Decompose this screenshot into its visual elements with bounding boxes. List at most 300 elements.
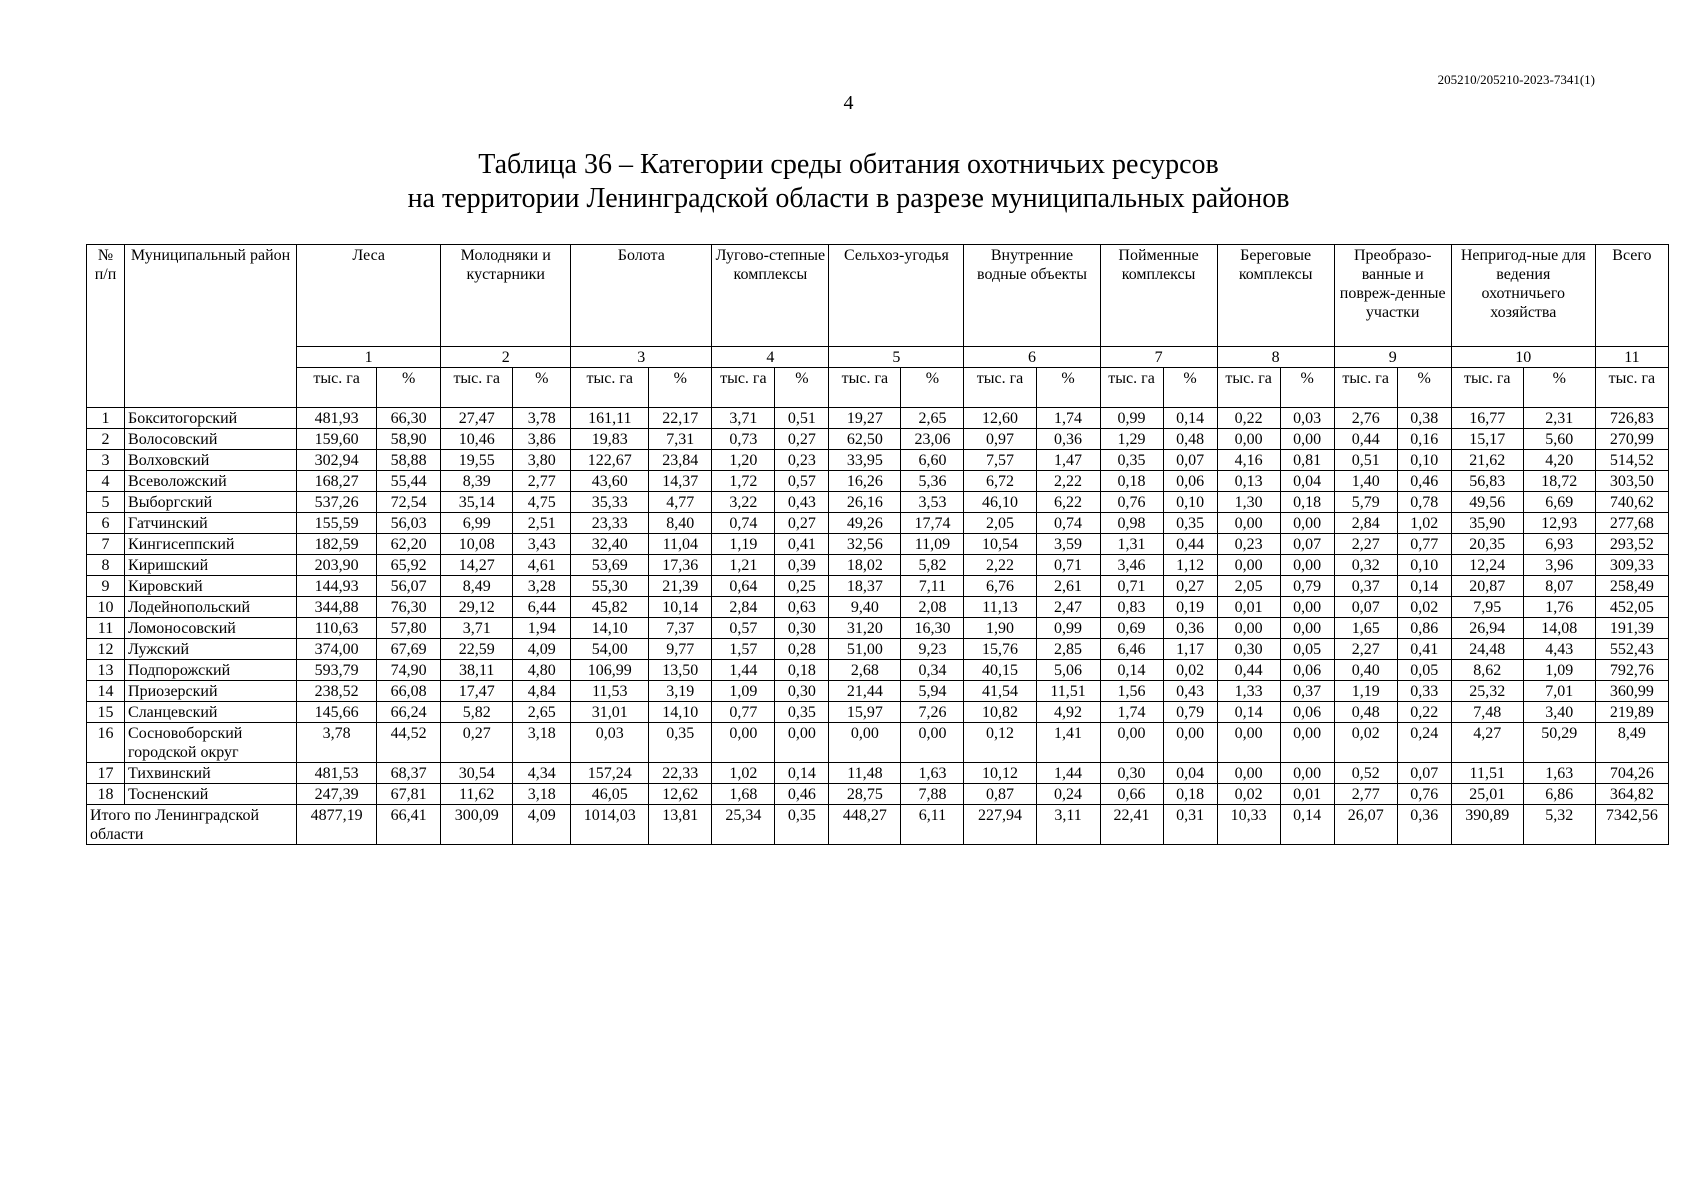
table-cell: 1,57 bbox=[712, 639, 775, 660]
table-cell: 0,18 bbox=[775, 660, 829, 681]
document-id: 205210/205210-2023-7341(1) bbox=[1437, 72, 1595, 87]
table-cell: 19,83 bbox=[571, 429, 649, 450]
row-number: 15 bbox=[87, 702, 125, 723]
district-name: Всеволожский bbox=[125, 471, 297, 492]
header-row-units bbox=[87, 368, 1669, 408]
table-cell: 4,75 bbox=[513, 492, 571, 513]
unit-percent: % bbox=[1523, 368, 1595, 408]
table-cell: 302,94 bbox=[297, 450, 377, 471]
table-cell: 8,40 bbox=[649, 513, 712, 534]
table-cell: 5,36 bbox=[901, 471, 964, 492]
table-cell: 6,99 bbox=[441, 513, 513, 534]
table-cell: 1,02 bbox=[712, 763, 775, 784]
table-row bbox=[87, 471, 1669, 492]
table-cell: 270,99 bbox=[1595, 429, 1668, 450]
table-cell: 0,10 bbox=[1397, 450, 1451, 471]
table-cell: 2,65 bbox=[513, 702, 571, 723]
table-cell: 0,63 bbox=[775, 597, 829, 618]
row-number: 9 bbox=[87, 576, 125, 597]
table-cell: 110,63 bbox=[297, 618, 377, 639]
table-cell: 3,59 bbox=[1036, 534, 1100, 555]
row-number: 3 bbox=[87, 450, 125, 471]
table-cell: 0,76 bbox=[1100, 492, 1163, 513]
table-row bbox=[87, 450, 1669, 471]
table-cell: 7,11 bbox=[901, 576, 964, 597]
table-cell: 65,92 bbox=[377, 555, 441, 576]
table-cell: 68,37 bbox=[377, 763, 441, 784]
table-cell: 0,35 bbox=[649, 723, 712, 763]
table-cell: 44,52 bbox=[377, 723, 441, 763]
table-cell: 0,51 bbox=[775, 408, 829, 429]
table-cell: 1,90 bbox=[964, 618, 1036, 639]
table-cell: 32,56 bbox=[829, 534, 901, 555]
table-cell: 32,40 bbox=[571, 534, 649, 555]
table-cell: 552,43 bbox=[1595, 639, 1668, 660]
table-cell: 144,93 bbox=[297, 576, 377, 597]
table-cell: 0,46 bbox=[1397, 471, 1451, 492]
table-cell: 0,23 bbox=[1217, 534, 1280, 555]
table-cell: 0,03 bbox=[1280, 408, 1334, 429]
table-cell: 12,93 bbox=[1523, 513, 1595, 534]
table-cell: 0,00 bbox=[1100, 723, 1163, 763]
unit-area: тыс. га bbox=[712, 368, 775, 408]
total-cell: 10,33 bbox=[1217, 805, 1280, 845]
unit-percent: % bbox=[775, 368, 829, 408]
table-cell: 30,54 bbox=[441, 763, 513, 784]
table-cell: 72,54 bbox=[377, 492, 441, 513]
table-cell: 5,06 bbox=[1036, 660, 1100, 681]
table-cell: 0,05 bbox=[1397, 660, 1451, 681]
district-name: Кингисеппский bbox=[125, 534, 297, 555]
table-cell: 0,00 bbox=[1280, 513, 1334, 534]
table-cell: 0,27 bbox=[775, 429, 829, 450]
table-cell: 0,27 bbox=[775, 513, 829, 534]
table-cell: 12,60 bbox=[964, 408, 1036, 429]
table-cell: 1,74 bbox=[1100, 702, 1163, 723]
table-cell: 10,82 bbox=[964, 702, 1036, 723]
total-cell: 4,09 bbox=[513, 805, 571, 845]
table-cell: 19,27 bbox=[829, 408, 901, 429]
unit-percent: % bbox=[1036, 368, 1100, 408]
table-cell: 0,01 bbox=[1280, 784, 1334, 805]
table-cell: 293,52 bbox=[1595, 534, 1668, 555]
table-cell: 740,62 bbox=[1595, 492, 1668, 513]
table-cell: 22,59 bbox=[441, 639, 513, 660]
row-number: 2 bbox=[87, 429, 125, 450]
table-row bbox=[87, 681, 1669, 702]
table-cell: 4,43 bbox=[1523, 639, 1595, 660]
table-cell: 0,35 bbox=[775, 702, 829, 723]
table-cell: 0,13 bbox=[1217, 471, 1280, 492]
total-cell: 3,11 bbox=[1036, 805, 1100, 845]
table-cell: 9,23 bbox=[901, 639, 964, 660]
table-cell: 6,60 bbox=[901, 450, 964, 471]
table-row bbox=[87, 534, 1669, 555]
table-cell: 157,24 bbox=[571, 763, 649, 784]
column-number: 1 bbox=[297, 347, 441, 368]
table-cell: 0,48 bbox=[1163, 429, 1217, 450]
table-row bbox=[87, 492, 1669, 513]
table-cell: 11,51 bbox=[1451, 763, 1523, 784]
table-cell: 14,08 bbox=[1523, 618, 1595, 639]
table-body bbox=[87, 408, 1669, 845]
table-cell: 49,26 bbox=[829, 513, 901, 534]
table-cell: 11,48 bbox=[829, 763, 901, 784]
table-cell: 28,75 bbox=[829, 784, 901, 805]
row-number: 14 bbox=[87, 681, 125, 702]
table-cell: 53,69 bbox=[571, 555, 649, 576]
table-cell: 6,76 bbox=[964, 576, 1036, 597]
row-number: 12 bbox=[87, 639, 125, 660]
total-cell: 390,89 bbox=[1451, 805, 1523, 845]
header-category: Леса bbox=[297, 245, 441, 347]
header-category: Береговые комплексы bbox=[1217, 245, 1334, 347]
row-number: 4 bbox=[87, 471, 125, 492]
column-number: 7 bbox=[1100, 347, 1217, 368]
table-cell: 10,08 bbox=[441, 534, 513, 555]
table-cell: 452,05 bbox=[1595, 597, 1668, 618]
header-category: Непригод-ные для ведения охотничьего хозяйства bbox=[1451, 245, 1595, 347]
table-cell: 0,14 bbox=[1163, 408, 1217, 429]
table-cell: 17,47 bbox=[441, 681, 513, 702]
table-row bbox=[87, 702, 1669, 723]
table-cell: 10,54 bbox=[964, 534, 1036, 555]
table-cell: 3,71 bbox=[441, 618, 513, 639]
table-cell: 2,77 bbox=[1334, 784, 1397, 805]
table-cell: 122,67 bbox=[571, 450, 649, 471]
table-cell: 2,84 bbox=[712, 597, 775, 618]
table-cell: 0,06 bbox=[1163, 471, 1217, 492]
table-cell: 0,39 bbox=[775, 555, 829, 576]
table-cell: 4,09 bbox=[513, 639, 571, 660]
table-cell: 1,12 bbox=[1163, 555, 1217, 576]
table-cell: 0,24 bbox=[1397, 723, 1451, 763]
table-cell: 0,24 bbox=[1036, 784, 1100, 805]
table-cell: 67,81 bbox=[377, 784, 441, 805]
table-cell: 1,63 bbox=[901, 763, 964, 784]
table-cell: 0,44 bbox=[1163, 534, 1217, 555]
table-cell: 58,88 bbox=[377, 450, 441, 471]
table-cell: 17,36 bbox=[649, 555, 712, 576]
table-cell: 191,39 bbox=[1595, 618, 1668, 639]
total-cell: 1014,03 bbox=[571, 805, 649, 845]
table-cell: 0,34 bbox=[901, 660, 964, 681]
district-name: Волосовский bbox=[125, 429, 297, 450]
table-cell: 14,37 bbox=[649, 471, 712, 492]
table-cell: 1,40 bbox=[1334, 471, 1397, 492]
table-cell: 1,19 bbox=[1334, 681, 1397, 702]
table-cell: 238,52 bbox=[297, 681, 377, 702]
table-cell: 0,43 bbox=[775, 492, 829, 513]
table-cell: 18,02 bbox=[829, 555, 901, 576]
table-cell: 3,18 bbox=[513, 723, 571, 763]
table-cell: 15,76 bbox=[964, 639, 1036, 660]
table-cell: 0,44 bbox=[1334, 429, 1397, 450]
table-cell: 726,83 bbox=[1595, 408, 1668, 429]
table-cell: 0,18 bbox=[1100, 471, 1163, 492]
table-cell: 24,48 bbox=[1451, 639, 1523, 660]
table-cell: 66,30 bbox=[377, 408, 441, 429]
table-cell: 1,33 bbox=[1217, 681, 1280, 702]
table-cell: 2,65 bbox=[901, 408, 964, 429]
table-cell: 145,66 bbox=[297, 702, 377, 723]
table-cell: 0,35 bbox=[1100, 450, 1163, 471]
table-cell: 11,13 bbox=[964, 597, 1036, 618]
table-cell: 0,37 bbox=[1334, 576, 1397, 597]
table-cell: 16,30 bbox=[901, 618, 964, 639]
table-cell: 0,23 bbox=[775, 450, 829, 471]
table-cell: 66,24 bbox=[377, 702, 441, 723]
table-cell: 0,18 bbox=[1163, 784, 1217, 805]
table-cell: 161,11 bbox=[571, 408, 649, 429]
page-number: 4 bbox=[843, 92, 854, 114]
table-cell: 1,44 bbox=[1036, 763, 1100, 784]
table-cell: 0,07 bbox=[1280, 534, 1334, 555]
table-cell: 2,47 bbox=[1036, 597, 1100, 618]
district-name: Киришский bbox=[125, 555, 297, 576]
column-number: 8 bbox=[1217, 347, 1334, 368]
table-cell: 0,00 bbox=[1280, 723, 1334, 763]
table-cell: 0,06 bbox=[1280, 702, 1334, 723]
table-cell: 0,74 bbox=[712, 513, 775, 534]
table-cell: 8,62 bbox=[1451, 660, 1523, 681]
total-cell: 26,07 bbox=[1334, 805, 1397, 845]
district-name: Выборгский bbox=[125, 492, 297, 513]
total-row bbox=[87, 805, 1669, 845]
table-cell: 4,84 bbox=[513, 681, 571, 702]
table-cell: 1,31 bbox=[1100, 534, 1163, 555]
table-cell: 0,30 bbox=[1100, 763, 1163, 784]
table-cell: 374,00 bbox=[297, 639, 377, 660]
table-cell: 1,74 bbox=[1036, 408, 1100, 429]
table-cell: 0,22 bbox=[1217, 408, 1280, 429]
table-cell: 26,16 bbox=[829, 492, 901, 513]
habitat-categories-table bbox=[86, 244, 1669, 845]
table-cell: 10,12 bbox=[964, 763, 1036, 784]
table-cell: 159,60 bbox=[297, 429, 377, 450]
table-cell: 247,39 bbox=[297, 784, 377, 805]
table-cell: 0,40 bbox=[1334, 660, 1397, 681]
table-cell: 364,82 bbox=[1595, 784, 1668, 805]
table-cell: 2,05 bbox=[964, 513, 1036, 534]
total-cell: 300,09 bbox=[441, 805, 513, 845]
table-cell: 0,79 bbox=[1280, 576, 1334, 597]
table-cell: 3,78 bbox=[513, 408, 571, 429]
table-cell: 182,59 bbox=[297, 534, 377, 555]
table-cell: 1,76 bbox=[1523, 597, 1595, 618]
table-cell: 11,62 bbox=[441, 784, 513, 805]
table-cell: 49,56 bbox=[1451, 492, 1523, 513]
district-name: Приозерский bbox=[125, 681, 297, 702]
table-cell: 45,82 bbox=[571, 597, 649, 618]
table-cell: 3,46 bbox=[1100, 555, 1163, 576]
table-cell: 20,35 bbox=[1451, 534, 1523, 555]
table-cell: 21,62 bbox=[1451, 450, 1523, 471]
table-cell: 54,00 bbox=[571, 639, 649, 660]
table-cell: 2,27 bbox=[1334, 534, 1397, 555]
table-cell: 0,37 bbox=[1280, 681, 1334, 702]
total-cell: 0,35 bbox=[775, 805, 829, 845]
table-cell: 593,79 bbox=[297, 660, 377, 681]
table-row bbox=[87, 429, 1669, 450]
table-cell: 0,76 bbox=[1397, 784, 1451, 805]
table-cell: 0,14 bbox=[1100, 660, 1163, 681]
table-cell: 1,20 bbox=[712, 450, 775, 471]
column-number: 6 bbox=[964, 347, 1100, 368]
table-cell: 0,00 bbox=[1217, 555, 1280, 576]
table-cell: 0,99 bbox=[1036, 618, 1100, 639]
header-category: Внутренние водные объекты bbox=[964, 245, 1100, 347]
table-cell: 35,14 bbox=[441, 492, 513, 513]
row-number: 5 bbox=[87, 492, 125, 513]
table-cell: 0,97 bbox=[964, 429, 1036, 450]
table-cell: 0,14 bbox=[1397, 576, 1451, 597]
table-cell: 2,85 bbox=[1036, 639, 1100, 660]
table-cell: 0,28 bbox=[775, 639, 829, 660]
header-category: Сельхоз-угодья bbox=[829, 245, 964, 347]
table-cell: 12,62 bbox=[649, 784, 712, 805]
table-cell: 0,02 bbox=[1217, 784, 1280, 805]
table-cell: 0,00 bbox=[1280, 429, 1334, 450]
total-label: Итого по Ленинградской области bbox=[87, 805, 297, 845]
table-cell: 0,16 bbox=[1397, 429, 1451, 450]
table-cell: 55,44 bbox=[377, 471, 441, 492]
table-cell: 0,00 bbox=[1163, 723, 1217, 763]
table-cell: 15,97 bbox=[829, 702, 901, 723]
unit-area: тыс. га bbox=[1217, 368, 1280, 408]
table-cell: 66,08 bbox=[377, 681, 441, 702]
table-cell: 0,00 bbox=[901, 723, 964, 763]
table-cell: 3,28 bbox=[513, 576, 571, 597]
table-cell: 2,77 bbox=[513, 471, 571, 492]
table-cell: 0,35 bbox=[1163, 513, 1217, 534]
title-line-1: Таблица 36 – Категории среды обитания охотничьих ресурсов bbox=[478, 149, 1219, 180]
table-cell: 4,20 bbox=[1523, 450, 1595, 471]
header-row-categories bbox=[87, 245, 1669, 347]
table-cell: 0,12 bbox=[964, 723, 1036, 763]
table-row bbox=[87, 723, 1669, 763]
table-cell: 0,02 bbox=[1334, 723, 1397, 763]
table-cell: 0,71 bbox=[1100, 576, 1163, 597]
table-cell: 258,49 bbox=[1595, 576, 1668, 597]
district-name: Сланцевский bbox=[125, 702, 297, 723]
table-cell: 18,37 bbox=[829, 576, 901, 597]
table-cell: 1,44 bbox=[712, 660, 775, 681]
table-cell: 22,17 bbox=[649, 408, 712, 429]
table-cell: 0,77 bbox=[1397, 534, 1451, 555]
column-number: 9 bbox=[1334, 347, 1451, 368]
table-cell: 0,04 bbox=[1163, 763, 1217, 784]
table-cell: 0,38 bbox=[1397, 408, 1451, 429]
district-name: Тихвинский bbox=[125, 763, 297, 784]
district-name: Лужский bbox=[125, 639, 297, 660]
table-cell: 792,76 bbox=[1595, 660, 1668, 681]
table-cell: 3,40 bbox=[1523, 702, 1595, 723]
row-number: 18 bbox=[87, 784, 125, 805]
table-cell: 38,11 bbox=[441, 660, 513, 681]
table-cell: 15,17 bbox=[1451, 429, 1523, 450]
total-cell: 227,94 bbox=[964, 805, 1036, 845]
table-cell: 7,95 bbox=[1451, 597, 1523, 618]
total-cell: 7342,56 bbox=[1595, 805, 1668, 845]
table-cell: 11,51 bbox=[1036, 681, 1100, 702]
table-cell: 13,50 bbox=[649, 660, 712, 681]
table-cell: 25,32 bbox=[1451, 681, 1523, 702]
table-cell: 14,27 bbox=[441, 555, 513, 576]
table-cell: 0,00 bbox=[712, 723, 775, 763]
table-cell: 7,37 bbox=[649, 618, 712, 639]
table-cell: 76,30 bbox=[377, 597, 441, 618]
table-cell: 1,68 bbox=[712, 784, 775, 805]
unit-percent: % bbox=[377, 368, 441, 408]
table-cell: 0,71 bbox=[1036, 555, 1100, 576]
table-cell: 0,00 bbox=[775, 723, 829, 763]
table-cell: 3,86 bbox=[513, 429, 571, 450]
table-cell: 3,96 bbox=[1523, 555, 1595, 576]
table-cell: 4,92 bbox=[1036, 702, 1100, 723]
table-cell: 3,18 bbox=[513, 784, 571, 805]
table-row bbox=[87, 639, 1669, 660]
table-cell: 56,07 bbox=[377, 576, 441, 597]
table-cell: 0,00 bbox=[1217, 763, 1280, 784]
district-name: Гатчинский bbox=[125, 513, 297, 534]
table-cell: 2,27 bbox=[1334, 639, 1397, 660]
column-number: 2 bbox=[441, 347, 571, 368]
table-cell: 0,77 bbox=[712, 702, 775, 723]
total-cell: 66,41 bbox=[377, 805, 441, 845]
row-number: 10 bbox=[87, 597, 125, 618]
unit-percent: % bbox=[1163, 368, 1217, 408]
unit-area: тыс. га bbox=[1334, 368, 1397, 408]
table-cell: 6,22 bbox=[1036, 492, 1100, 513]
total-cell: 0,31 bbox=[1163, 805, 1217, 845]
table-cell: 0,27 bbox=[441, 723, 513, 763]
table-cell: 1,21 bbox=[712, 555, 775, 576]
row-number: 11 bbox=[87, 618, 125, 639]
table-cell: 1,41 bbox=[1036, 723, 1100, 763]
unit-area: тыс. га bbox=[829, 368, 901, 408]
table-cell: 4,80 bbox=[513, 660, 571, 681]
table-cell: 41,54 bbox=[964, 681, 1036, 702]
unit-area: тыс. га bbox=[571, 368, 649, 408]
table-cell: 0,00 bbox=[829, 723, 901, 763]
district-name: Тосненский bbox=[125, 784, 297, 805]
district-name: Ломоносовский bbox=[125, 618, 297, 639]
table-cell: 514,52 bbox=[1595, 450, 1668, 471]
table-cell: 6,72 bbox=[964, 471, 1036, 492]
table-cell: 2,22 bbox=[964, 555, 1036, 576]
total-cell: 4877,19 bbox=[297, 805, 377, 845]
table-cell: 0,41 bbox=[775, 534, 829, 555]
table-cell: 27,47 bbox=[441, 408, 513, 429]
total-cell: 22,41 bbox=[1100, 805, 1163, 845]
table-cell: 0,19 bbox=[1163, 597, 1217, 618]
table-cell: 0,03 bbox=[571, 723, 649, 763]
table-cell: 8,49 bbox=[1595, 723, 1668, 763]
table-row bbox=[87, 660, 1669, 681]
table-cell: 57,80 bbox=[377, 618, 441, 639]
table-cell: 3,43 bbox=[513, 534, 571, 555]
unit-area: тыс. га bbox=[964, 368, 1036, 408]
header-district: Муниципальный район bbox=[125, 245, 297, 408]
table-cell: 0,07 bbox=[1163, 450, 1217, 471]
table-cell: 14,10 bbox=[649, 702, 712, 723]
table-cell: 0,98 bbox=[1100, 513, 1163, 534]
district-name: Кировский bbox=[125, 576, 297, 597]
table-cell: 4,27 bbox=[1451, 723, 1523, 763]
table-cell: 704,26 bbox=[1595, 763, 1668, 784]
total-cell: 6,11 bbox=[901, 805, 964, 845]
